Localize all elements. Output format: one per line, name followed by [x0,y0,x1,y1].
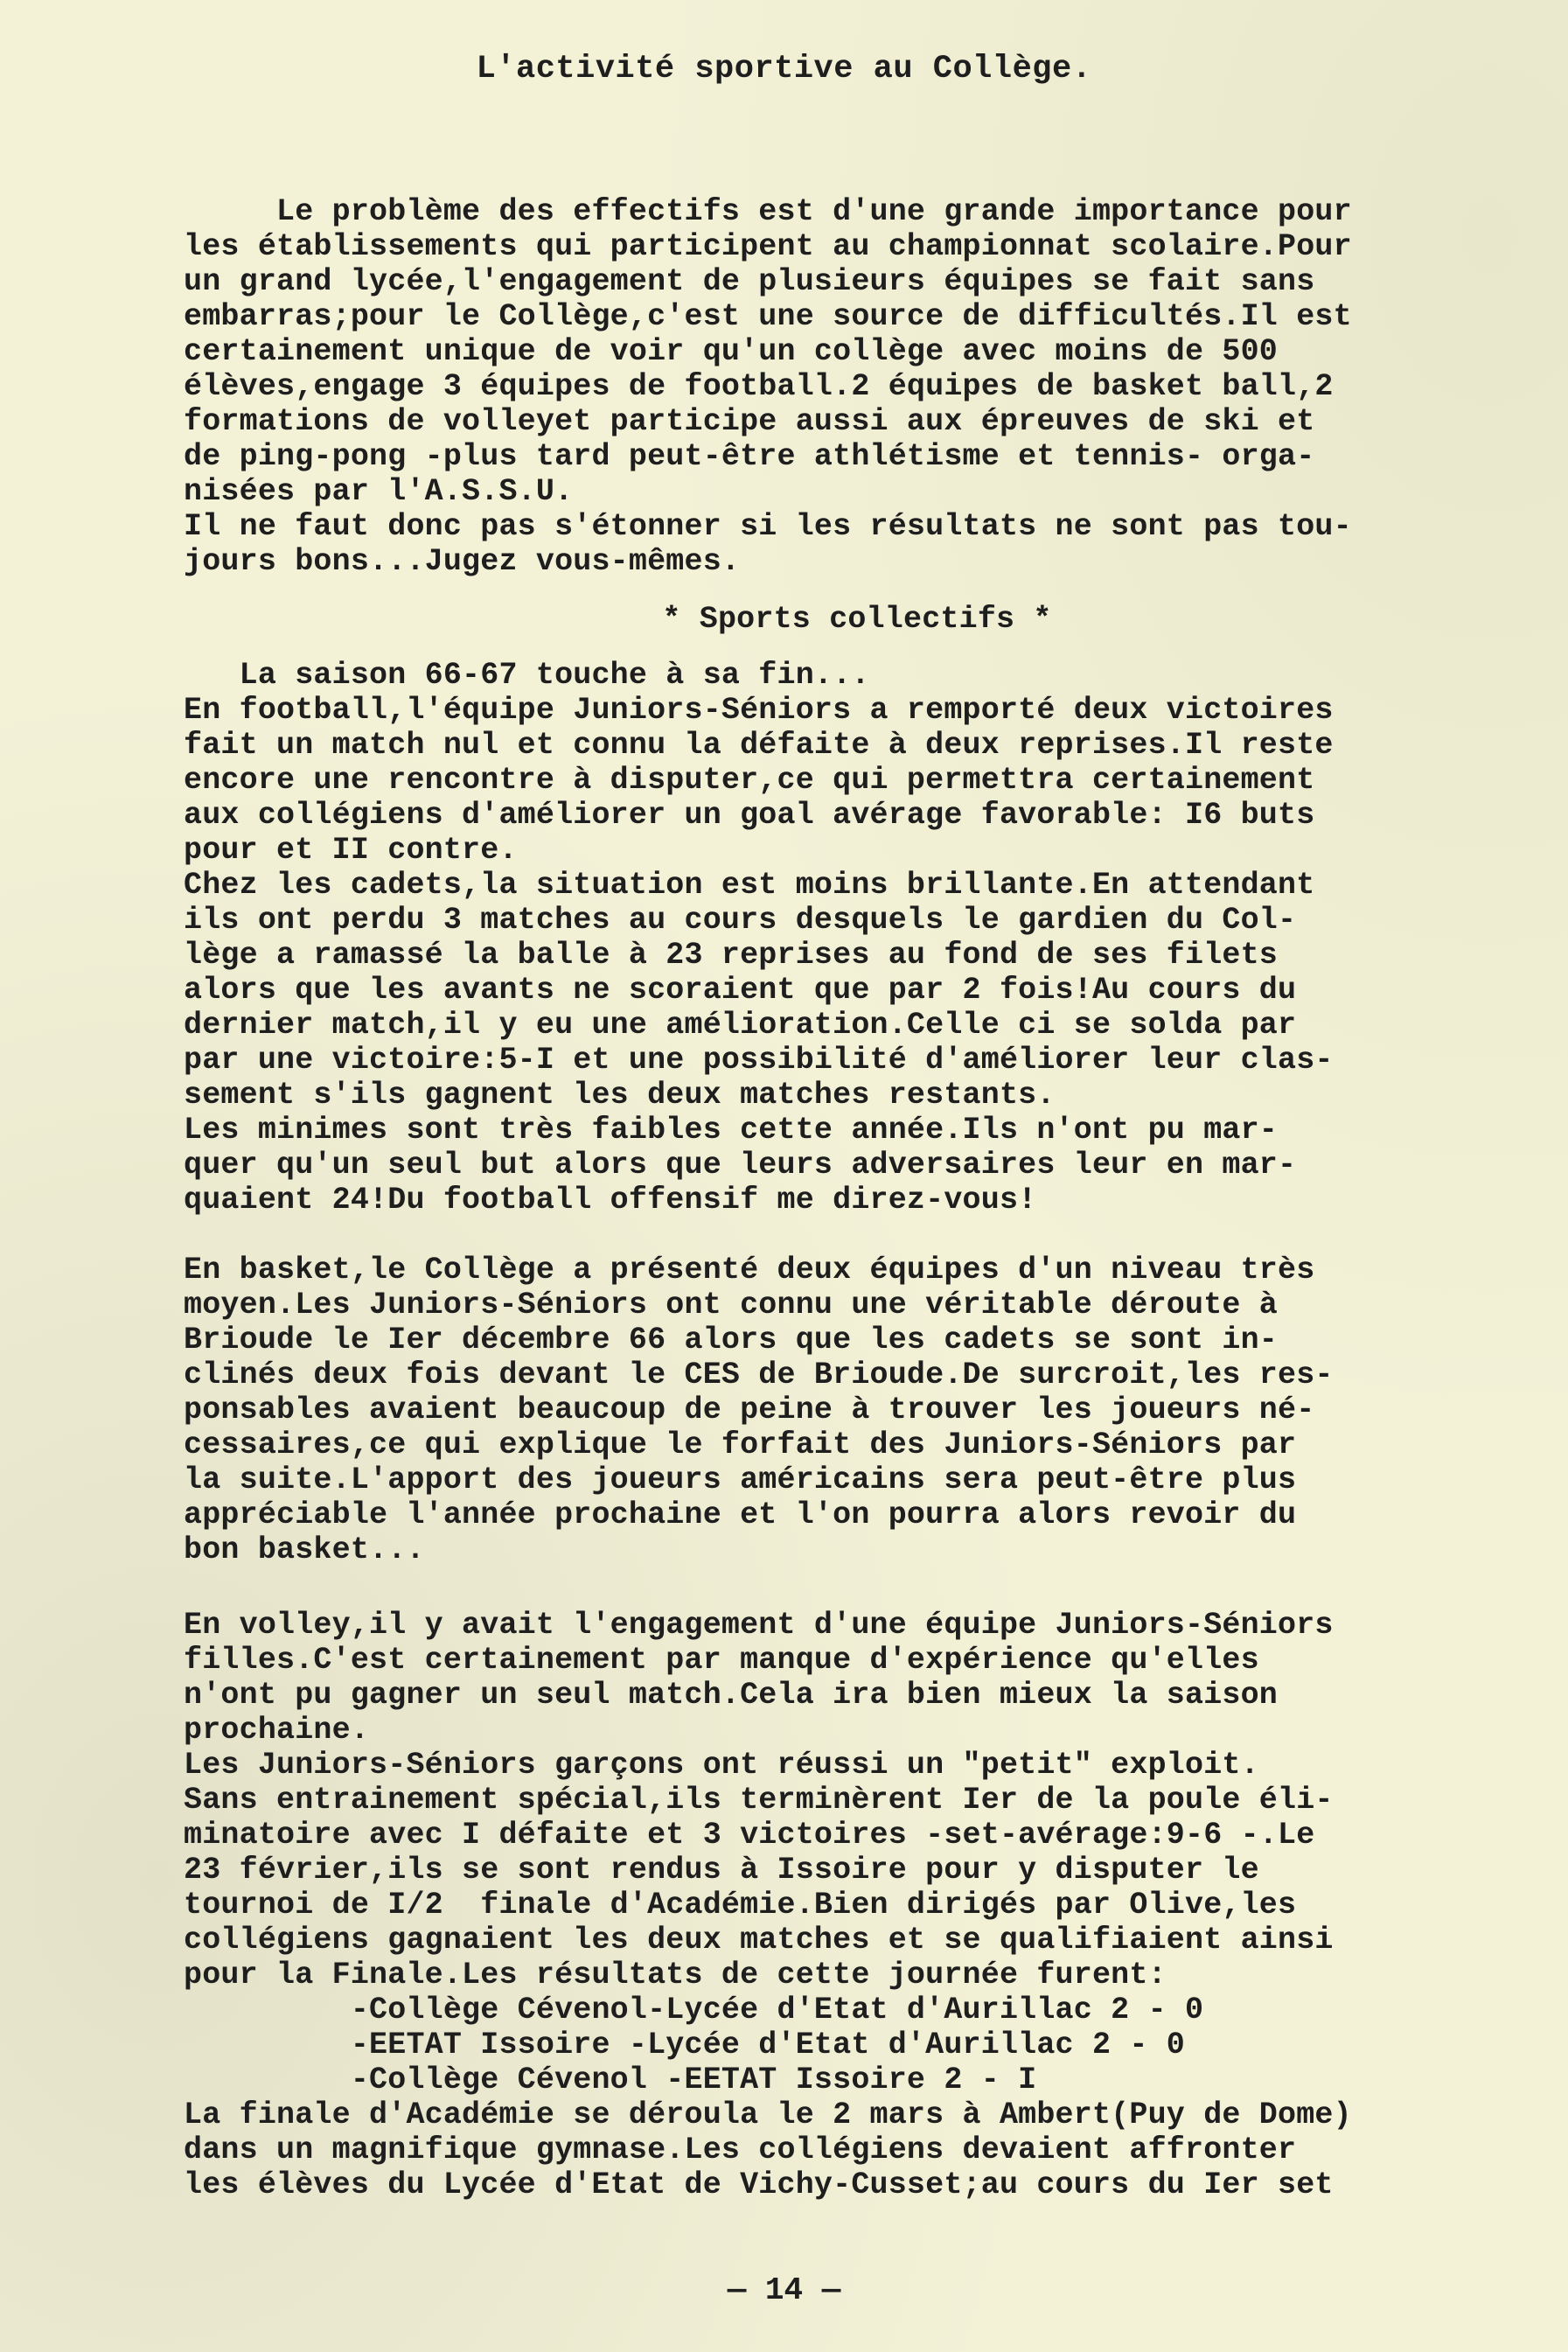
intro-paragraph [184,194,1530,579]
text-line: formations de volleyet participe aussi aux épreuves de ski et [184,404,1315,439]
page-number: — 14 — [727,2272,841,2308]
text-line: Sans entrainement spécial,ils terminèrent Ier de la poule éli- [184,1783,1334,1818]
text-line: 23 février,ils se sont rendus à Issoire pour y disputer le [184,1853,1259,1888]
text-line: encore une rencontre à disputer,ce qui permettra certainement [184,763,1315,798]
text-line: ponsables avaient beaucoup de peine à trouver les joueurs né- [184,1392,1315,1427]
text-line: collégiens gagnaient les deux matches et se qualifiaient ainsi [184,1923,1334,1958]
section-heading: * Sports collectifs * [662,602,1052,637]
text-line: quer qu'un seul but alors que leurs adversaires leur en mar- [184,1148,1297,1183]
volley-paragraph [184,1608,1530,2202]
text-line: En volley,il y avait l'engagement d'une équipe Juniors-Séniors [184,1608,1334,1643]
text-line: Il ne faut donc pas s'étonner si les résultats ne sont pas tou- [184,509,1352,544]
text-line: En football,l'équipe Juniors-Séniors a remporté deux victoires [184,693,1334,728]
football-paragraph [184,658,1530,1218]
text-line: aux collégiens d'améliorer un goal avérage favorable: I6 buts [184,798,1315,833]
text-line: -Collège Cévenol-Lycée d'Etat d'Aurillac 2 - 0 [184,1993,1204,2027]
text-line: de ping-pong -plus tard peut-être athlétisme et tennis- orga- [184,439,1315,474]
text-line: Les minimes sont très faibles cette année.Ils n'ont pu mar- [184,1113,1279,1148]
text-line: nisées par l'A.S.S.U. [184,474,574,509]
text-line: un grand lycée,l'engagement de plusieurs équipes se fait sans [184,264,1315,299]
text-line: prochaine. [184,1713,370,1748]
text-line: appréciable l'année prochaine et l'on pourra alors revoir du [184,1497,1297,1532]
text-line: pour et II contre. [184,833,518,868]
text-line: minatoire avec I défaite et 3 victoires -set-avérage:9-6 -.Le [184,1818,1315,1853]
text-line: n'ont pu gagner un seul match.Cela ira bien mieux la saison [184,1678,1279,1713]
text-line: Brioude le Ier décembre 66 alors que les cadets se sont in- [184,1323,1279,1357]
page-title: L'activité sportive au Collège. [476,51,1092,87]
text-line: clinés deux fois devant le CES de Brioude.De surcroit,les res- [184,1357,1334,1392]
text-line: ils ont perdu 3 matches au cours desquels le gardien du Col- [184,903,1297,938]
text-line: quaient 24!Du football offensif me direz-vous! [184,1183,1037,1218]
text-line: -EETAT Issoire -Lycée d'Etat d'Aurillac 2 - 0 [184,2027,1185,2062]
text-line: alors que les avants ne scoraient que par 2 fois!Au cours du [184,973,1297,1008]
text-line: élèves,engage 3 équipes de football.2 équipes de basket ball,2 [184,369,1334,404]
basket-paragraph [184,1253,1530,1567]
text-line: La finale d'Académie se déroula le 2 mars à Ambert(Puy de Dome) [184,2097,1352,2132]
text-line: La saison 66-67 touche à sa fin... [184,658,870,693]
text-line: par une victoire:5-I et une possibilité d'améliorer leur clas- [184,1043,1334,1078]
text-line: les élèves du Lycée d'Etat de Vichy-Cusset;au cours du Ier set [184,2167,1334,2202]
text-line: Chez les cadets,la situation est moins brillante.En attendant [184,868,1315,903]
text-line: Le problème des effectifs est d'une grande importance pour [184,194,1352,229]
text-line: cessaires,ce qui explique le forfait des Juniors-Séniors par [184,1427,1297,1462]
text-line: fait un match nul et connu la défaite à deux reprises.Il reste [184,728,1334,763]
text-line: moyen.Les Juniors-Séniors ont connu une véritable déroute à [184,1288,1279,1323]
text-line: embarras;pour le Collège,c'est une source de difficultés.Il est [184,299,1352,334]
text-line: les établissements qui participent au championnat scolaire.Pour [184,229,1352,264]
text-line: filles.C'est certainement par manque d'expérience qu'elles [184,1643,1259,1678]
text-line: dernier match,il y eu une amélioration.Celle ci se solda par [184,1008,1297,1043]
text-line: lège a ramassé la balle à 23 reprises au fond de ses filets [184,938,1279,973]
text-line: jours bons...Jugez vous-mêmes. [184,544,741,579]
text-line: dans un magnifique gymnase.Les collégiens devaient affronter [184,2132,1297,2167]
text-line: -Collège Cévenol -EETAT Issoire 2 - I [184,2062,1037,2097]
text-line: Les Juniors-Séniors garçons ont réussi un "petit" exploit. [184,1748,1259,1783]
text-line: sement s'ils gagnent les deux matches restants. [184,1078,1056,1113]
text-line: En basket,le Collège a présenté deux équipes d'un niveau très [184,1253,1315,1288]
section-heading-block [184,602,1530,637]
text-line: bon basket... [184,1532,425,1567]
text-line: la suite.L'apport des joueurs américains sera peut-être plus [184,1462,1297,1497]
text-line: certainement unique de voir qu'un collège avec moins de 500 [184,334,1279,369]
text-line: pour la Finale.Les résultats de cette journée furent: [184,1958,1167,1993]
text-line: tournoi de I/2 finale d'Académie.Bien dirigés par Olive,les [184,1888,1297,1923]
